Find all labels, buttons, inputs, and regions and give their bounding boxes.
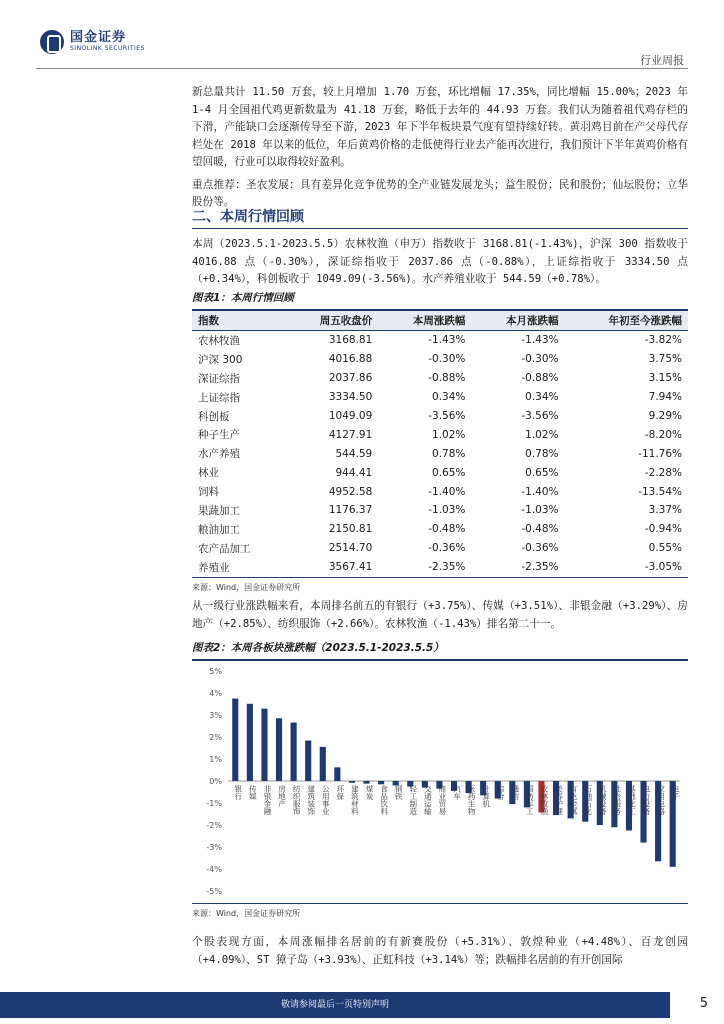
table-cell: 3.75%	[648, 353, 682, 366]
intro-block	[192, 84, 688, 212]
category-label: 银行	[233, 785, 243, 800]
table-cell: -0.36%	[521, 542, 559, 555]
y-tick-label: 4%	[209, 689, 222, 698]
logo-icon	[40, 30, 64, 54]
bar	[349, 781, 355, 783]
table-cell: 水产养殖	[198, 448, 240, 461]
report-type: 行业周报	[640, 54, 684, 67]
table-cell: -0.48%	[428, 523, 466, 536]
table-cell: 种子生产	[198, 429, 240, 442]
bar	[334, 767, 340, 781]
table-cell: -0.36%	[428, 542, 466, 555]
table-cell: -2.28%	[644, 466, 682, 479]
category-label: 医药生物	[467, 785, 477, 815]
table-row	[192, 425, 688, 444]
table-cell: 0.78%	[525, 447, 559, 460]
recommendation-paragraph: 重点推荐：圣农发展：具有差异化竞争优势的全产业链发展龙头；益生股份；民和股份；仙坛股份；立华股份等。	[192, 178, 688, 208]
table-cell: 上证综指	[198, 391, 240, 404]
table-cell: 0.55%	[648, 542, 682, 555]
category-label: 环保	[335, 785, 345, 800]
y-tick-label: 1%	[209, 755, 222, 764]
category-label: 有色金属	[569, 785, 579, 815]
bar	[261, 709, 267, 781]
table-cell: 3334.50	[328, 391, 373, 404]
category-label: 商业贸易	[437, 785, 447, 815]
table-cell: 4127.91	[328, 428, 373, 441]
table-row	[192, 539, 688, 558]
table-cell: 果蔬加工	[198, 504, 240, 517]
table-cell: -1.43%	[521, 334, 559, 347]
category-label: 钢铁	[394, 785, 404, 800]
category-label: 机械设备	[598, 785, 608, 815]
logo-name-cn: 国金证券	[70, 30, 127, 45]
category-label: 美容护理	[554, 785, 564, 815]
table-header-cell: 本月涨跌幅	[471, 311, 564, 331]
table-cell: -0.88%	[428, 372, 466, 385]
table-cell: 2150.81	[328, 523, 373, 536]
market-performance-table	[192, 311, 688, 578]
figure-2-source: 来源：Wind，国金证券研究所	[192, 909, 301, 918]
company-logo	[40, 30, 145, 54]
y-tick-label: 5%	[209, 667, 222, 676]
table-cell: 0.65%	[432, 466, 466, 479]
table-cell: -2.35%	[378, 558, 471, 577]
category-label: 家用电器	[656, 785, 666, 815]
figure-2-bottom-rule	[192, 903, 688, 904]
y-tick-label: 2%	[209, 733, 222, 742]
table-cell: 粮油加工	[198, 523, 240, 536]
category-label: 社会服务	[612, 785, 622, 815]
table-cell: 3567.41	[285, 558, 378, 577]
table-cell: 3168.81	[328, 334, 373, 347]
category-label: 纺织服饰	[292, 785, 302, 815]
category-label: 通信	[510, 785, 520, 800]
table-cell: -13.54%	[638, 485, 682, 498]
table-cell: -1.03%	[521, 504, 559, 517]
y-tick-label: 3%	[209, 711, 222, 720]
table-row	[192, 501, 688, 520]
figure-1-source: 来源：Wind，国金证券研究所	[192, 582, 301, 592]
table-cell: 9.29%	[648, 410, 682, 422]
table-row	[192, 388, 688, 407]
section-divider	[192, 228, 688, 229]
table-row	[192, 444, 688, 463]
market-review-paragraph: 本周（2023.5.1-2023.5.5）农林牧渔（申万）指数收于 3168.81(-1.43%)，沪深 300 指数收于 4016.88 点（-0.30%），深证综指收于 2037.86 点（-0.88%），上证综指收于 3334.50 点（+0.34%），科创板收于 1049.09(-3.56%)。水产养殖业收于 544.59（+0.78%）。	[192, 238, 688, 285]
table-cell: -11.76%	[638, 447, 682, 460]
figure-2-title: 图表2：本周各板块涨跌幅（2023.5.1-2023.5.5）	[192, 642, 444, 654]
bar	[378, 781, 384, 784]
bar	[305, 741, 311, 781]
table-row	[192, 350, 688, 369]
table-cell: 农产品加工	[198, 542, 251, 555]
bar	[276, 718, 282, 781]
y-tick-label: -3%	[206, 843, 222, 852]
category-label: 汽车	[452, 785, 462, 800]
table-cell: 饲料	[198, 486, 219, 499]
category-label: 食品饮料	[379, 785, 389, 815]
y-tick-label: -2%	[206, 821, 222, 830]
table-cell: 1.02%	[432, 428, 466, 441]
table-cell: 农林牧渔	[198, 334, 240, 347]
stock-block	[192, 934, 688, 969]
table-header-row	[192, 311, 688, 331]
table-cell: 3.37%	[648, 504, 682, 517]
category-label: 计算机	[481, 785, 491, 808]
table-cell: -2.35%	[471, 558, 564, 577]
table-cell: 7.94%	[648, 391, 682, 404]
category-label: 公用事业	[321, 785, 331, 815]
industry-paragraph: 从一级行业涨跌幅来看，本周排名前五的有银行（+3.75%）、传媒（+3.51%）、非银金融（+3.29%）、房地产（+2.85%）、纺织服饰（+2.66%）。农林牧渔（-1.43%）排名第二十一。	[192, 600, 688, 630]
bar	[291, 722, 297, 781]
table-cell: 4952.58	[328, 485, 373, 498]
category-label: 非银金融	[262, 785, 272, 815]
table-cell: -0.94%	[644, 523, 682, 536]
intro-paragraph: 新总量共计 11.50 万套，较上月增加 1.70 万套，环比增幅 17.35%，同比增幅 15.00%；2023 年 1-4 月全国祖代鸡更新数量为 41.18 万套，略低于去年的 44.93 万套。我们认为随着祖代鸡存栏的下滑，产能缺口会逐渐传导至下游，2023 年下半年板块景气度有望持续好转。黄羽鸡目前在产父母代存栏处在 2018 年以来的低位，年后黄鸡价格的走低使得行业去产能再次进行，我们预计下半年黄鸡价格有望回暖，行业可以取得较好盈利。	[192, 86, 688, 168]
category-label: 交通运输	[423, 785, 433, 815]
figure-1-title: 图表1：本周行情回顾	[192, 292, 294, 304]
category-label: 传媒	[248, 785, 258, 800]
table-cell: 4016.88	[328, 353, 373, 366]
bar	[247, 704, 253, 781]
table-cell: -0.30%	[521, 353, 559, 366]
table-cell: 3.15%	[648, 372, 682, 385]
y-tick-label: -4%	[206, 865, 222, 874]
table-cell: -1.43%	[428, 334, 466, 347]
table-cell: -0.48%	[521, 523, 559, 536]
table-row	[192, 407, 688, 426]
logo-name-en: SINOLINK SECURITIES	[70, 45, 145, 52]
table-cell: 林业	[198, 467, 219, 480]
table-cell: -3.05%	[565, 558, 689, 577]
table-row	[192, 558, 688, 577]
figure-2	[192, 640, 688, 919]
category-label: 建筑装饰	[306, 785, 316, 815]
bar	[320, 747, 326, 781]
category-label: 房地产	[277, 785, 287, 808]
table-cell: 0.34%	[525, 391, 559, 404]
table-cell: 1176.37	[328, 504, 373, 517]
bar	[363, 781, 369, 784]
table-cell: 944.41	[335, 466, 373, 479]
table-cell: -0.30%	[428, 353, 466, 366]
table-row	[192, 463, 688, 482]
category-label: 基础化工	[627, 785, 637, 815]
y-tick-label: 0%	[209, 777, 222, 786]
table-cell: 1049.09	[328, 410, 373, 422]
section-title: 二、本周行情回顾	[192, 209, 304, 225]
category-label: 轻工制造	[408, 785, 418, 815]
table-cell: -1.40%	[428, 485, 466, 498]
table-row	[192, 369, 688, 388]
table-cell: -3.82%	[644, 334, 682, 347]
category-label: 石油石化	[583, 785, 593, 815]
table-cell: -3.56%	[428, 410, 466, 422]
table-cell: 1.02%	[525, 428, 559, 441]
category-label: 煤炭	[365, 785, 375, 800]
table-cell: 0.34%	[432, 391, 466, 404]
table-cell: 0.78%	[432, 447, 466, 460]
bar	[232, 699, 238, 782]
table-cell: -0.88%	[521, 372, 559, 385]
table-cell: 0.65%	[525, 466, 559, 479]
header-divider	[36, 68, 688, 69]
table-cell: 2037.86	[328, 372, 373, 385]
table-cell: -1.03%	[428, 504, 466, 517]
page-number: 5	[699, 996, 708, 1011]
market-review-block	[192, 236, 688, 289]
table-header-cell: 年初至今涨跌幅	[565, 311, 689, 331]
table-row	[192, 482, 688, 501]
table-cell: 沪深 300	[198, 353, 243, 366]
table-header-cell: 本周涨跌幅	[378, 311, 471, 331]
industry-block	[192, 598, 688, 633]
category-label: 电子	[671, 785, 681, 800]
sector-change-bar-chart	[192, 661, 688, 899]
table-cell: 科创板	[198, 410, 230, 423]
table-cell: 2514.70	[328, 542, 373, 555]
table-cell: -1.40%	[521, 485, 559, 498]
category-label: 综合	[496, 785, 506, 800]
category-label: 国防军工	[525, 785, 535, 815]
table-cell: -8.20%	[644, 428, 682, 441]
page-footer	[0, 992, 724, 1024]
y-tick-label: -1%	[206, 799, 222, 808]
table-cell: 544.59	[335, 447, 373, 460]
table-row	[192, 331, 688, 350]
table-cell: -3.56%	[521, 410, 559, 422]
y-tick-label: -5%	[206, 887, 222, 896]
page-header	[0, 0, 724, 70]
table-row	[192, 520, 688, 539]
table-cell: 深证综指	[198, 372, 240, 385]
table-cell: 养殖业	[192, 558, 285, 577]
disclaimer-note: 敬请参阅最后一页特别声明	[280, 1000, 389, 1010]
category-label: 电力设备	[642, 785, 652, 815]
figure-1	[192, 290, 688, 593]
table-header-cell: 指数	[192, 311, 285, 331]
category-label: 建筑材料	[350, 785, 360, 815]
category-label: 农林牧渔	[539, 785, 549, 815]
stock-paragraph: 个股表现方面，本周涨幅排名居前的有新赛股份（+5.31%）、敦煌种业（+4.48%）、百龙创园（+4.09%）、ST 獐子岛（+3.93%）、正虹科技（+3.14%）等；跌幅排名居前的有开创国际	[192, 936, 688, 966]
table-header-cell: 周五收盘价	[285, 311, 378, 331]
